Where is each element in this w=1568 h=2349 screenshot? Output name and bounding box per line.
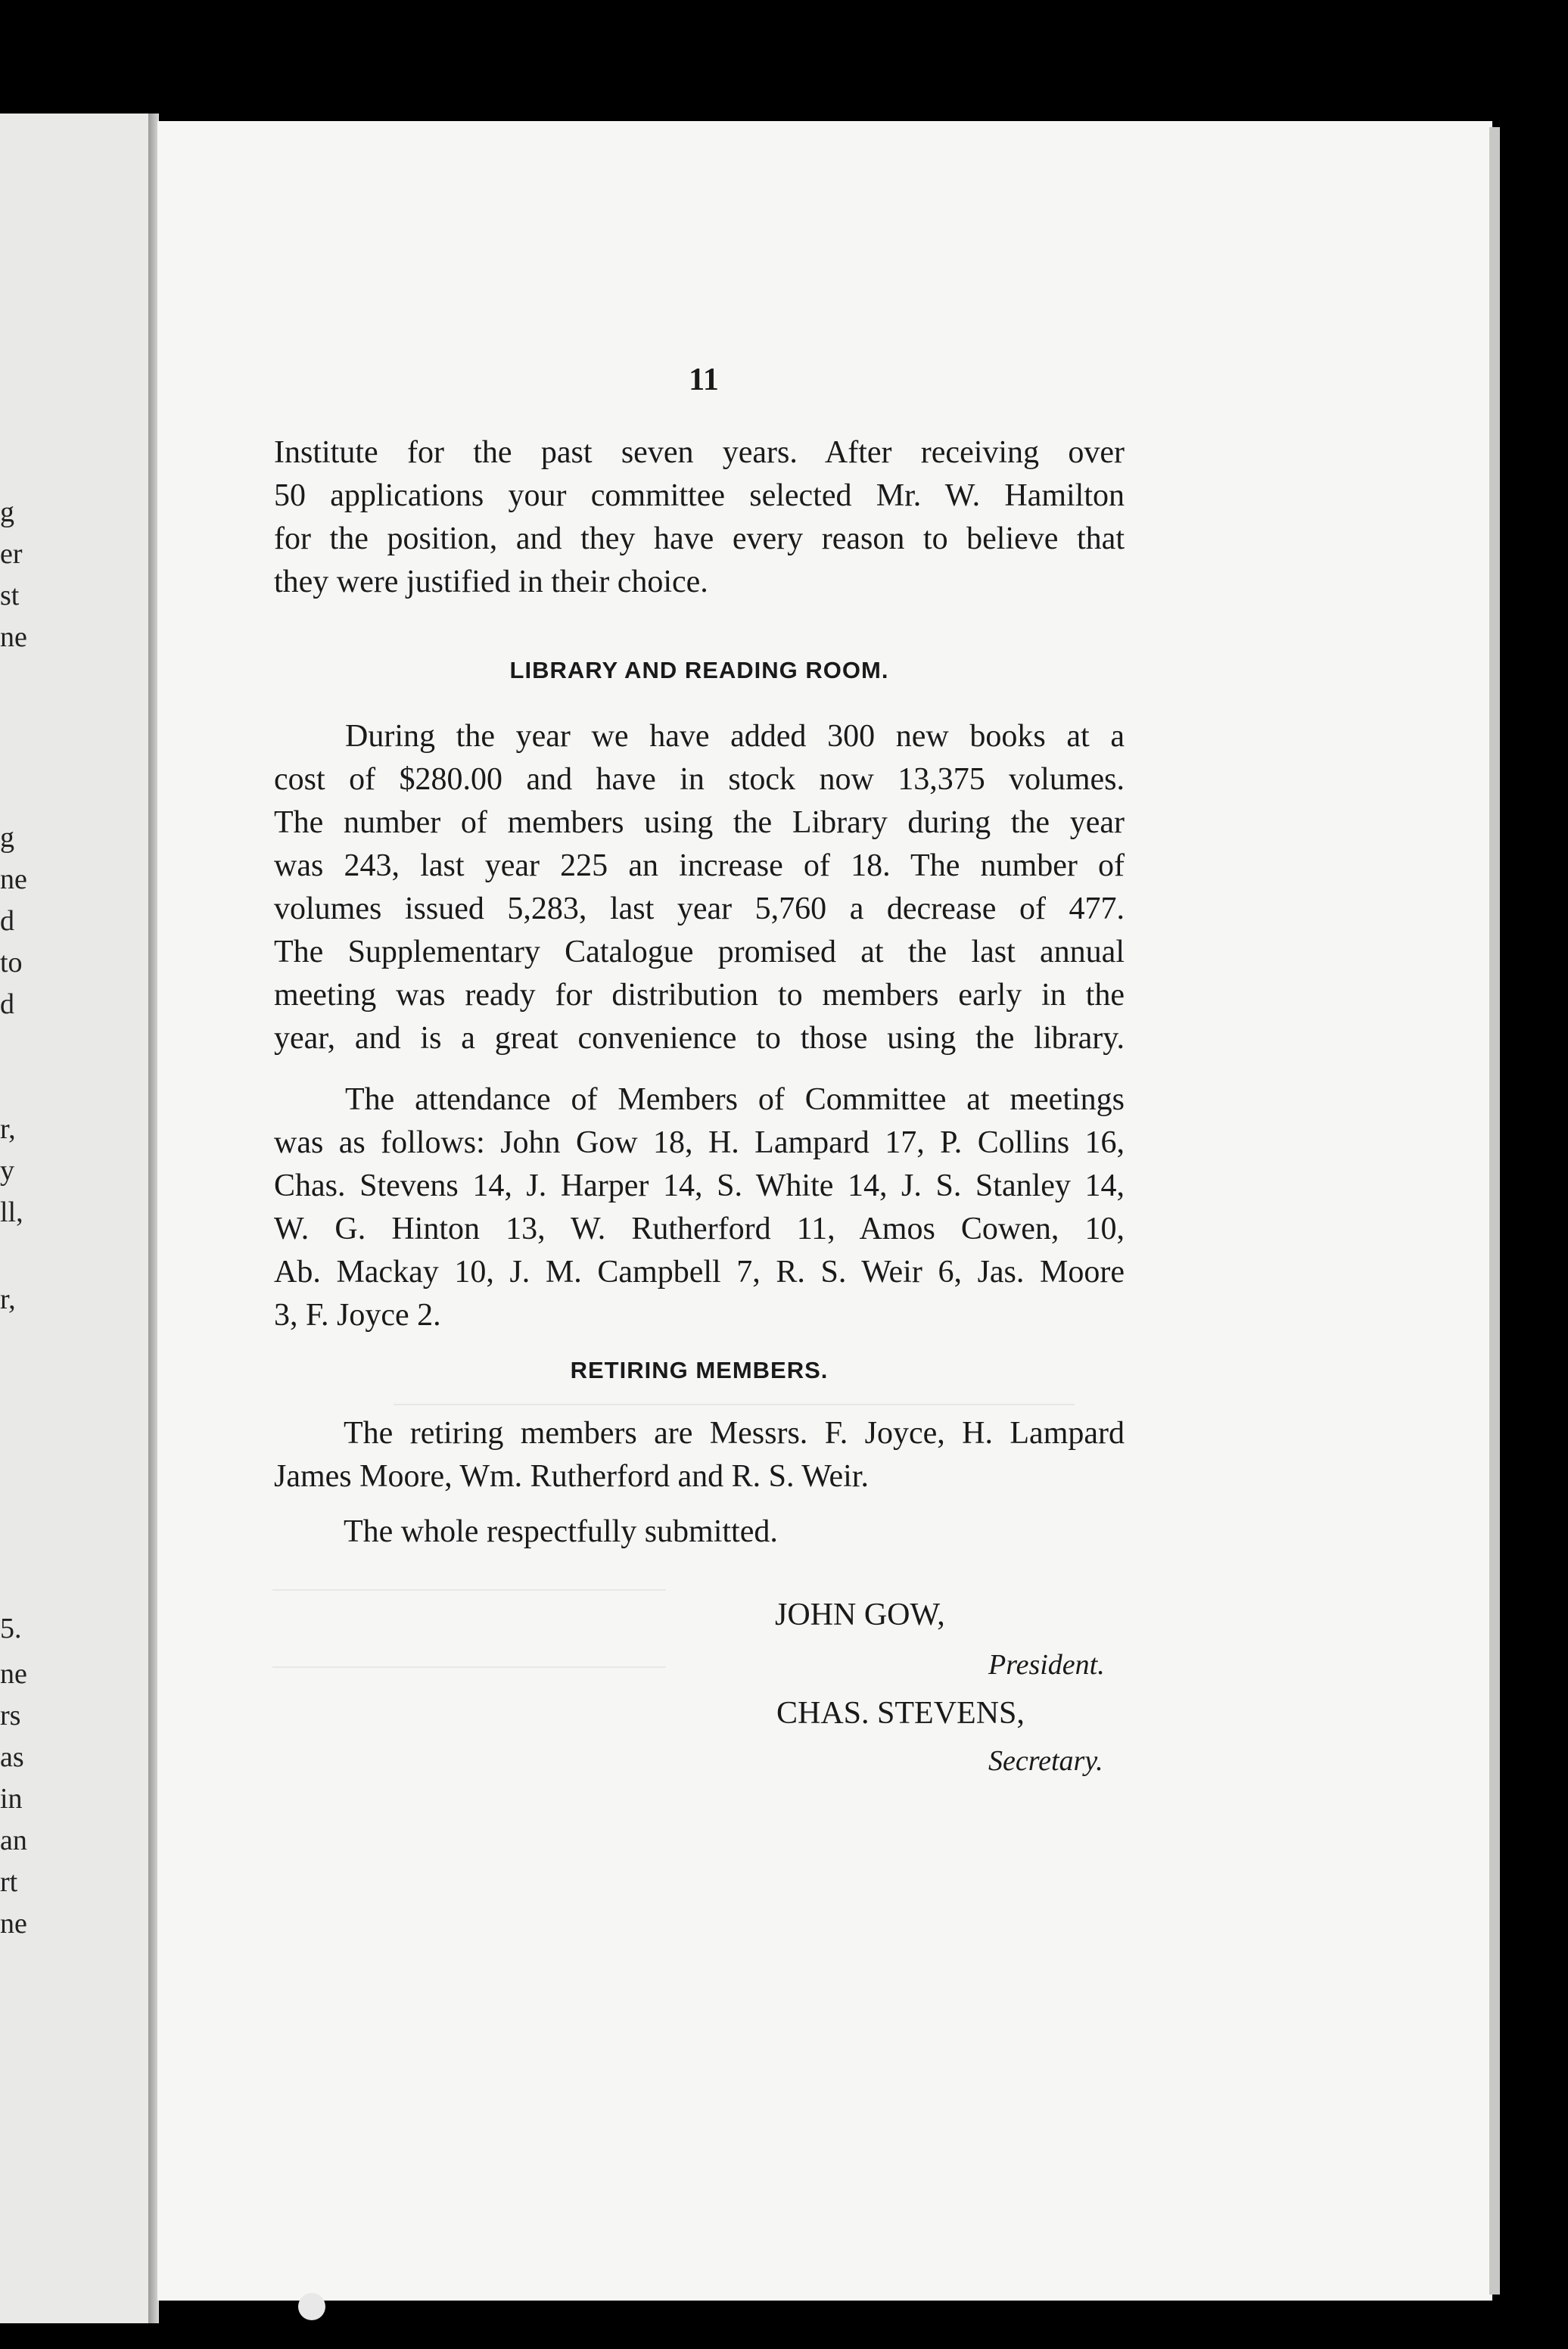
closing-paragraph (274, 1511, 1125, 1554)
left-page-fragment: to (0, 947, 23, 978)
left-page-fragment: ne (0, 1908, 27, 1940)
left-page-fragment: 5. (0, 1613, 22, 1644)
bleed-through (272, 1589, 666, 1668)
paragraph-line: year, and is a great convenience to those using the library. (274, 1021, 1125, 1056)
left-page-fragment: rt (0, 1866, 18, 1898)
secretary-name: CHAS. STEVENS, (776, 1696, 1025, 1731)
left-page-fragment: in (0, 1783, 23, 1815)
page-edge (1489, 127, 1500, 2295)
left-page-fragment: d (0, 905, 14, 937)
president-title: President. (988, 1649, 1105, 1681)
left-page-fragment: g (0, 822, 14, 854)
paragraph-line: The retiring members are Messrs. F. Joyce, H. Lampard (344, 1416, 1125, 1451)
page-number: 11 (689, 362, 719, 397)
paragraph-line: 50 applications your committee selected Mr. W. Hamilton (274, 478, 1125, 513)
president-name: JOHN GOW, (775, 1598, 945, 1632)
paragraph-line: James Moore, Wm. Rutherford and R. S. Weir. (274, 1459, 869, 1494)
closing-line: The whole respectfully submitted. (344, 1514, 778, 1549)
left-page-edge (0, 114, 151, 2323)
paragraph-line: volumes issued 5,283, last year 5,760 a decrease of 477. (274, 891, 1125, 926)
paragraph-line: During the year we have added 300 new books at a (345, 719, 1125, 754)
paragraph-line: 3, F. Joyce 2. (274, 1298, 441, 1333)
paragraph-line: meeting was ready for distribution to members early in the (274, 978, 1125, 1013)
paragraph-line: Ab. Mackay 10, J. M. Campbell 7, R. S. Weir 6, Jas. Moore (274, 1255, 1125, 1290)
left-page-fragment: y (0, 1155, 14, 1187)
left-page-fragment: rs (0, 1700, 21, 1731)
left-page-fragment: ll, (0, 1196, 23, 1228)
left-page-fragment: ne (0, 863, 27, 895)
left-page-fragment: as (0, 1741, 24, 1773)
left-page-fragment: ne (0, 621, 27, 653)
paragraph-line: W. G. Hinton 13, W. Rutherford 11, Amos Cowen, 10, (274, 1212, 1125, 1246)
intro-paragraph (274, 431, 1125, 604)
left-page-fragment: an (0, 1825, 27, 1856)
paragraph-line: The attendance of Members of Committee at meetings (345, 1082, 1125, 1117)
paragraph-line: for the position, and they have every reason to believe that (274, 521, 1125, 556)
retiring-paragraph (274, 1412, 1125, 1498)
paragraph-line: they were justified in their choice. (274, 565, 708, 599)
library-paragraph-1 (274, 715, 1125, 1060)
library-paragraph-2 (274, 1078, 1125, 1337)
left-page-fragment: er (0, 538, 23, 570)
left-page-fragment: g (0, 496, 14, 528)
left-page-fragment: d (0, 988, 14, 1020)
paragraph-line: cost of $280.00 and have in stock now 13,375 volumes. (274, 762, 1125, 797)
left-page-fragment: st (0, 580, 20, 611)
left-page-fragment: r, (0, 1283, 16, 1315)
bleed-through (394, 1374, 1075, 1405)
ink-blot (298, 2293, 325, 2320)
left-page-fragment: ne (0, 1658, 27, 1690)
section-heading-retiring: RETIRING MEMBERS. (570, 1357, 829, 1383)
paragraph-line: The number of members using the Library during the year (274, 805, 1125, 840)
section-heading-library: LIBRARY AND READING ROOM. (509, 657, 889, 683)
paragraph-line: The Supplementary Catalogue promised at the last annual (274, 935, 1125, 969)
paragraph-line: Institute for the past seven years. After receiving over (274, 435, 1125, 470)
paragraph-line: Chas. Stevens 14, J. Harper 14, S. White 14, J. S. Stanley 14, (274, 1168, 1125, 1203)
paragraph-line: was as follows: John Gow 18, H. Lampard 17, P. Collins 16, (274, 1125, 1125, 1160)
left-page-fragment: r, (0, 1113, 16, 1145)
paragraph-line: was 243, last year 225 an increase of 18. The number of (274, 848, 1125, 883)
secretary-title: Secretary. (988, 1745, 1103, 1777)
